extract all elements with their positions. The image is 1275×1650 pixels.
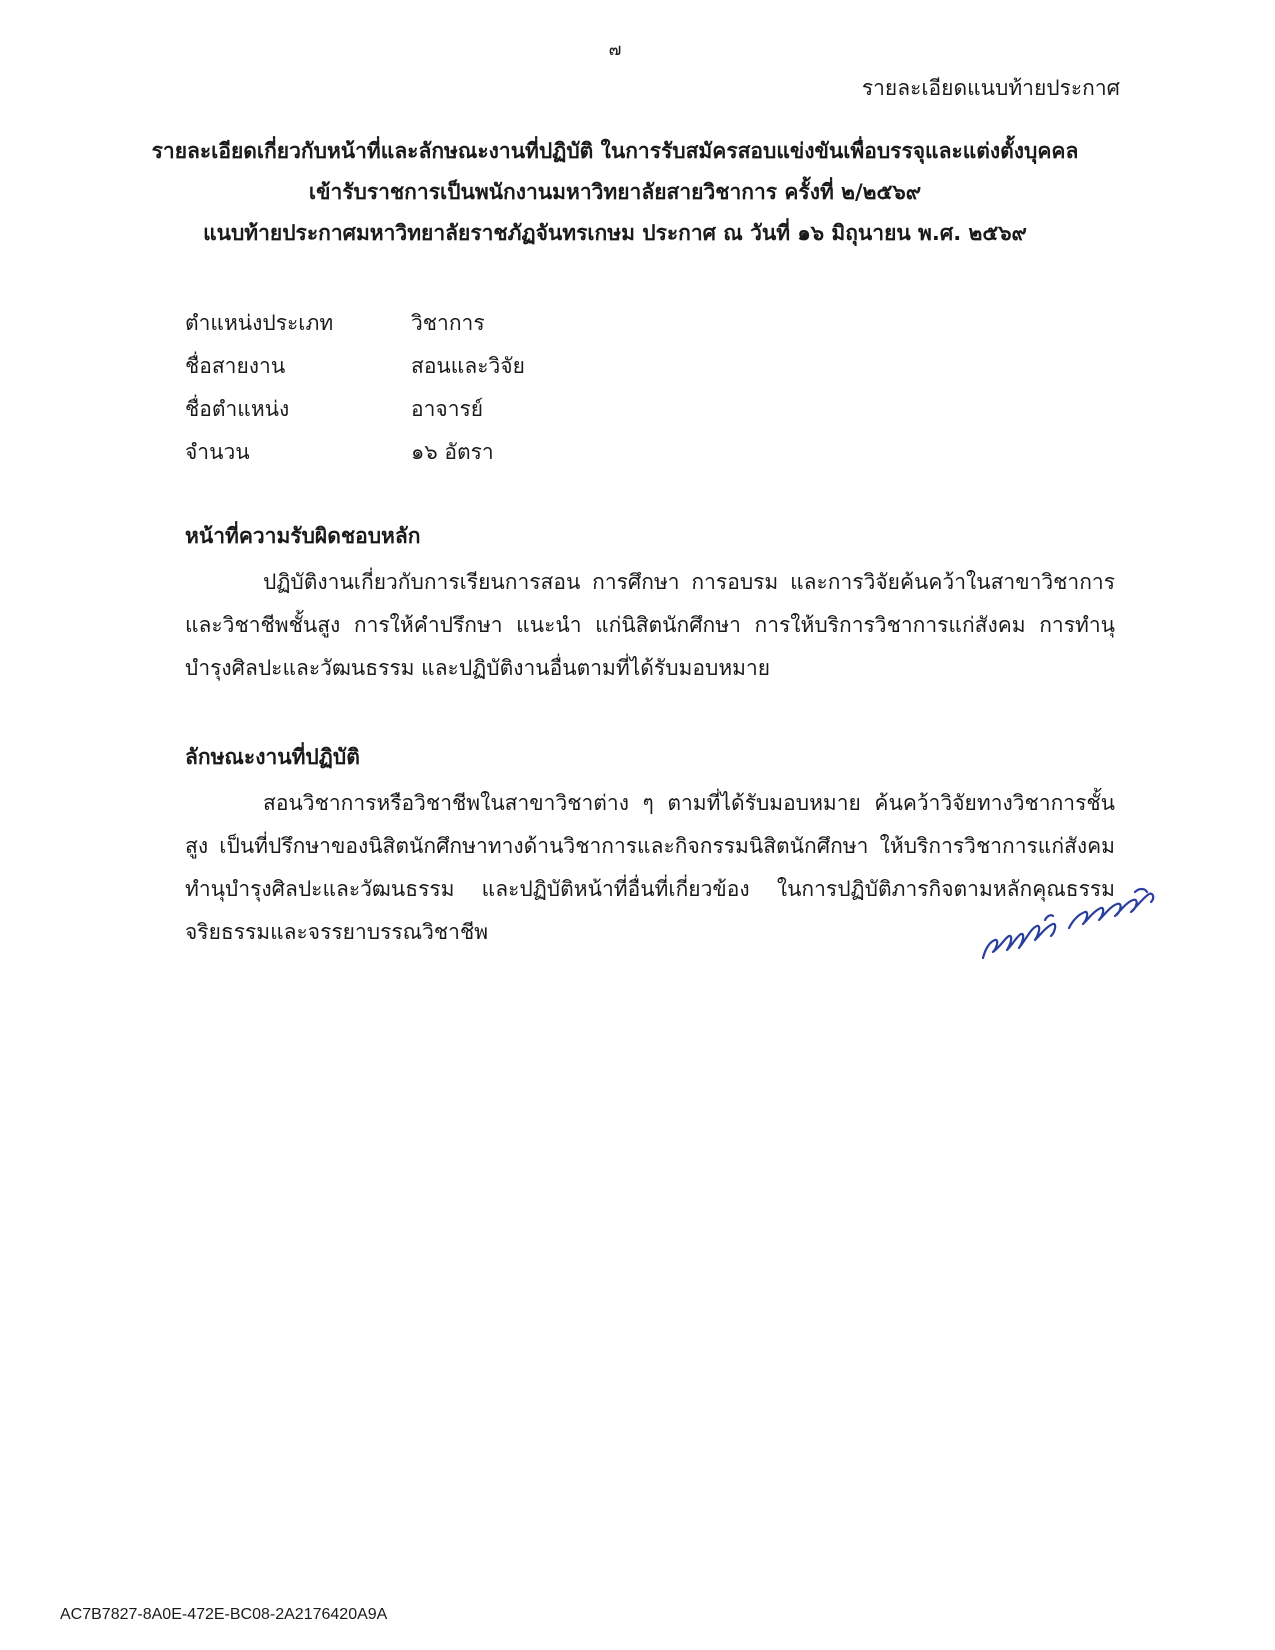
duties-body: ปฏิบัติงานเกี่ยวกับการเรียนการสอน การศึกษา การอบรม และการวิจัยค้นคว้าในสาขาวิชาการและวิชาชีพชั้นสูง การให้คำปรึกษา แนะนำ แก่นิสิตนักศึกษา การให้บริการวิชาการแก่สังคม การทำนุบำรุงศิลปะและวัฒนธรรม และปฏิบัติงานอื่นตามที่ได้รับมอบหมาย: [185, 570, 1115, 680]
duties-heading: หน้าที่ความรับผิดชอบหลัก: [185, 524, 421, 548]
page-number: ๗: [608, 40, 622, 60]
attachment-label: รายละเอียดแนบท้ายประกาศ: [861, 76, 1120, 100]
info-label: ตำแหน่งประเภท: [185, 311, 334, 335]
info-value: ๑๖ อัตรา: [411, 440, 494, 464]
info-row-position: [185, 388, 811, 431]
info-row-type: [185, 302, 811, 345]
work-nature-heading: ลักษณะงานที่ปฏิบัติ: [185, 745, 360, 769]
position-info-table: [185, 302, 811, 474]
document-title: [60, 131, 1170, 254]
info-row-line: [185, 345, 811, 388]
work-nature-body: สอนวิชาการหรือวิชาชีพในสาขาวิชาต่าง ๆ ตามที่ได้รับมอบหมาย ค้นคว้าวิจัยทางวิชาการชั้นสูง เป็นที่ปรึกษาของนิสิตนักศึกษาทางด้านวิชาการและกิจกรรมนิสิตนักศึกษา ให้บริการวิชาการแก่สังคม ทำนุบำรุงศิลปะและวัฒนธรรม และปฏิบัติหน้าที่อื่นที่เกี่ยวข้อง ในการปฏิบัติภารกิจตามหลักคุณธรรม จริยธรรมและจรรยาบรรณวิชาชีพ: [185, 791, 1115, 944]
info-value: สอนและวิจัย: [411, 354, 525, 378]
info-value: อาจารย์: [411, 397, 484, 421]
info-label: ชื่อตำแหน่ง: [185, 397, 290, 421]
title-line-1: รายละเอียดเกี่ยวกับหน้าที่และลักษณะงานที่ปฏิบัติ ในการรับสมัครสอบแข่งขันเพื่อบรรจุและแต่งตั้งบุคคล: [151, 139, 1079, 163]
title-line-2: เข้ารับราชการเป็นพนักงานมหาวิทยาลัยสายวิชาการ ครั้งที่ ๒/๒๕๖๙: [308, 180, 922, 204]
info-label: ชื่อสายงาน: [185, 354, 286, 378]
handwritten-signature: [975, 880, 1175, 980]
duties-section: [185, 520, 1115, 690]
title-line-3: แนบท้ายประกาศมหาวิทยาลัยราชภัฏจันทรเกษม ประกาศ ณ วันที่ ๑๖ มิถุนายน พ.ศ. ๒๕๖๙: [203, 221, 1027, 245]
info-value: วิชาการ: [411, 311, 485, 335]
signature-strokes: [983, 889, 1153, 958]
document-id: AC7B7827-8A0E-472E-BC08-2A2176420A9A: [60, 1606, 388, 1623]
info-row-count: [185, 431, 811, 474]
info-label: จำนวน: [185, 440, 250, 464]
